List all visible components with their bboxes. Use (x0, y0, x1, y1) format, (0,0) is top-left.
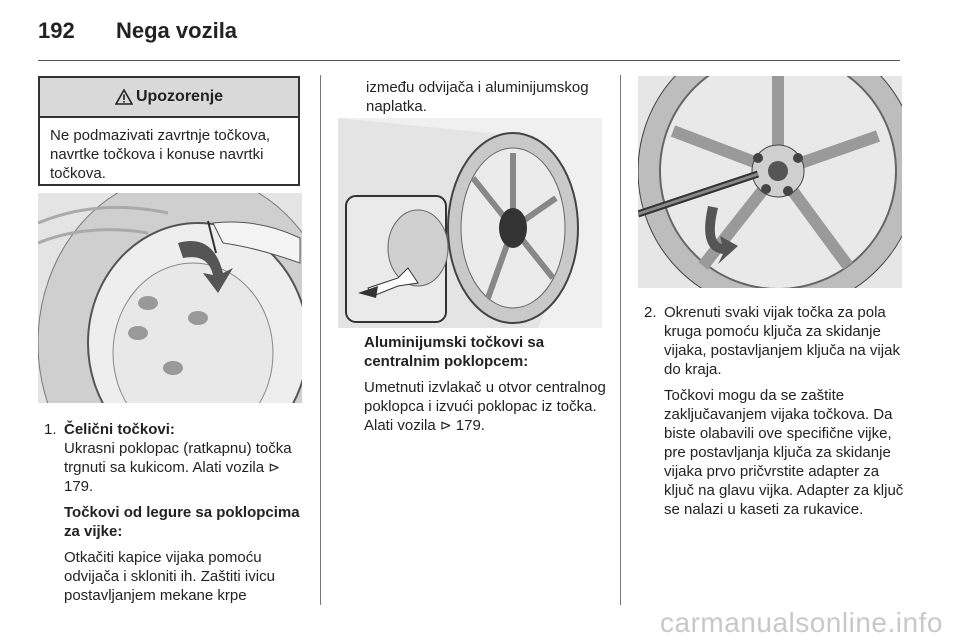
list-item-number: 2. (644, 304, 657, 321)
section-heading-alloy-wheels: Točkovi od legure sa poklopcima za vijke: (64, 504, 300, 540)
page-title: Nega vozila (116, 18, 238, 43)
column-3-text (638, 303, 904, 526)
steel-wheels-text: Ukrasni poklopac (ratkapnu) točka trgnuti sa kukicom. Alati vozila (64, 440, 292, 476)
column-1-text (38, 420, 306, 612)
page-reference-arrow-icon: ⊳ (268, 459, 280, 475)
step-2-paragraph: Okrenuti svaki vijak točka za pola kruga pomoću ključa za skidanje vijaka, postavljanjem ključa na vijak do kraja. (664, 304, 900, 378)
column-divider-2 (620, 75, 621, 605)
wheel-wrench-illustration (638, 76, 902, 288)
header-rule (38, 60, 900, 61)
page-number: 192 (38, 18, 75, 43)
warning-box (38, 76, 300, 186)
warning-title: Upozorenje (135, 88, 224, 105)
column-2-text (364, 333, 608, 442)
center-cap-removal-illustration (338, 118, 602, 328)
warning-triangle-icon (115, 89, 133, 105)
aluminium-wheels-paragraph (364, 378, 608, 435)
list-item-2 (638, 303, 904, 379)
page-reference-value: 179. (64, 478, 94, 495)
column-2-continuation: između odvijača i aluminijumskog naplatka. (366, 79, 589, 115)
hubcap-removal-illustration (38, 193, 302, 403)
page-reference-arrow-icon: ⊳ (439, 417, 452, 433)
list-item-number: 1. (44, 421, 57, 438)
aluminium-wheels-text: Umetnuti izvlakač u otvor centralnog poklopca i izvući poklopac iz točka. Alati vozila (364, 379, 606, 434)
column-divider-1 (320, 75, 321, 605)
steel-wheels-paragraph (64, 439, 306, 496)
list-item-1 (38, 420, 306, 439)
section-heading-aluminium-wheels: Aluminijumski točkovi sa centralnim poklopcem: (364, 334, 545, 370)
alloy-wheels-paragraph: Otkačiti kapice vijaka pomoću odvijača i skloniti ih. Zaštiti ivicu postavljanjem mekane krpe (64, 549, 275, 604)
watermark: carmanualsonline.info (660, 607, 943, 638)
warning-text: Ne podmazivati zavrtnje točkova, navrtke točkova i konuse navrtki točkova. (50, 127, 271, 182)
locking-bolts-paragraph: Točkovi mogu da se zaštite zaključavanjem vijaka točkova. Da biste olabavili ove specifične vijke, pre postavljanja ključa za skidanje vijaka prvo pričvrstite adapter za ključ na glavu vijka. Adapter za ključ se nalazi u kaseti za rukavice. (664, 387, 904, 518)
page-reference-value: 179. (455, 417, 485, 434)
section-heading-steel-wheels: Čelični točkovi: (64, 421, 175, 438)
warning-header (40, 78, 298, 118)
